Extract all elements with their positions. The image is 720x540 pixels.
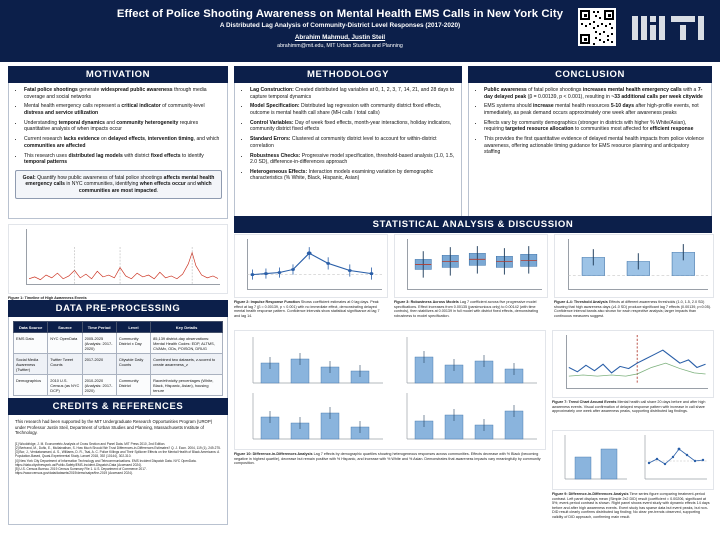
list-item: • Lag Construction: Created distributed lag variables at 0, 1, 2, 3, 7, 14, 21, and 28 days to capture temporal dynamics	[250, 87, 456, 100]
list-item: • Robustness Checks: Progressive model specification, threshold-based analysis (1.0, 1.5, 2.0 SD), difference-in-differences approach	[250, 153, 456, 166]
credits-references-panel	[8, 398, 228, 525]
list-item: • EMS systems should increase mental health resources 5-10 days after high-profile events, not immediately, as peak demand occurs approximately one week after awareness peaks	[484, 103, 706, 116]
motivation-panel	[8, 66, 228, 305]
page-title: Effect of Police Shooting Awareness on Mental Health EMS Calls in New York City	[116, 8, 564, 20]
list-item: • Heterogeneous Effects: Interaction models examining variation by demographic characteristics (% White, Black, Hispanic, Asian)	[250, 169, 456, 182]
reference-item: [5] U.S. Census Bureau. 2019 Census Summary File 1. U.S. Department of Commerce 2017.	[15, 467, 147, 471]
figure-3-caption-body: Lag 7 coefficient across five progressive model specifications. Effect increases from 0.00135 (parsimonious only) to 0.00142 (with time controls), then stabilizes at 0.00139 in full model with district fixed effects, demonstrating robustness to model specification.	[394, 300, 539, 318]
cell-level: Community District	[116, 375, 150, 396]
table-row	[14, 375, 223, 396]
figure-4-caption-title: Figure 4-4: Threshold Analysis	[554, 300, 608, 304]
conclusion-panel	[468, 66, 712, 219]
reference-item: [4] New York City Department of Information Technology and Telecommunications. EMS Incident Dispatch Data. NYC OpenData. https://data.cityofnewyork.us/Public-Safety/EMS-Incident-Dispatch-Data (Accessed 2024).	[15, 458, 197, 467]
credits-heading: CREDITS & REFERENCES	[8, 398, 228, 415]
affiliation: abrahimm@mit.edu, MIT Urban Studies and Planning	[277, 43, 403, 49]
figure-10-caption	[234, 452, 544, 466]
cell-key-details: Combined two datasets, z-scored to create awareness_z	[151, 354, 223, 375]
methodology-panel	[234, 66, 462, 219]
figure-10-caption-title: Figure 10: Difference-in-Differences Analysis	[234, 452, 313, 456]
figure-7-caption	[552, 400, 712, 414]
figure-7-trend-chart-around-events	[552, 330, 714, 398]
motivation-heading: MOTIVATION	[8, 66, 228, 83]
figure-9-caption-title: Figure 9: Difference-in-Differences Analysis	[552, 492, 629, 496]
reference-item: [2] Bertrand, M., Duflo, E., Mullainathan, S. How Much Should We Trust Differences-in-Differences Estimates? Q. J. Econ. 2004, 119 (1), 249-275.	[15, 445, 221, 450]
table-header-row	[14, 322, 223, 333]
list-item: • Standard Errors: Clustered at community district level to account for within-district correlation	[250, 136, 456, 149]
timeline-of-high-awareness-events-figure	[8, 224, 228, 294]
statistical-analysis-heading: STATISTICAL ANALYSIS & DISCUSSION	[234, 216, 712, 233]
reference-item: [1] Wooldridge, J. M. Econometric Analysis of Cross Section and Panel Data. MIT Press 2010, 2nd Edition.	[15, 441, 166, 446]
table-row	[14, 333, 223, 354]
figure-3-robustness-across-models	[394, 234, 548, 298]
figure-10-difference-in-differences-analysis	[234, 330, 546, 450]
conclusion-bullet-list	[475, 87, 706, 156]
list-item: • Understanding temporal dynamics and community heterogeneity requires quantitative analysis of when impacts occur	[24, 120, 222, 133]
data-preprocessing-heading: DATA PRE-PROCESSING	[8, 300, 228, 317]
cell-time-period: 2010-2020 (Analysis: 2017-2020)	[82, 375, 116, 396]
methodology-heading: METHODOLOGY	[234, 66, 462, 83]
goal-callout: Goal: Quantify how public awareness of fatal police shootings affects mental health emergency calls in NYC communities, identifying when effects occur and which communities are most impacted.	[15, 170, 222, 200]
figure-2-impulse-response-function	[234, 234, 388, 298]
cell-level: Community District x Day	[116, 333, 150, 354]
figure-9-caption-body: Time series figure comparing treatment-period contrast. Left panel displays mean (Simple 2x2 DID) result (coefficient = 0.00206, significant at 5%; event-period contrast is shown. Right panel shows event study with dynamic effects 14 days before and after high awareness events. Event study has sparse data but event peaks, but non-DID result clearly confirms distributed lag finding; No clear pre-trends observed, supporting validity of DID approach, confirming main result.	[552, 492, 710, 519]
column-header: Level	[116, 322, 150, 333]
figure-7-caption-body: Mental health call share 20 days before and after high awareness events. Visual confirmation of delayed response pattern with increase in call share approximately one week after awareness peaks, supporting distributed lag findings.	[552, 400, 706, 414]
author-list: Abrahim Mahmud, Justin Steil	[294, 34, 386, 41]
cell-source: Twitter Tweet Counts	[48, 354, 82, 375]
figure-4-caption	[554, 300, 712, 318]
list-item: • Fatal police shootings generate widespread public awareness through media coverage and social networks	[24, 87, 222, 100]
cell-data-source: EMS Data	[14, 333, 48, 354]
cell-data-source: Social Media Awareness (Twitter)	[14, 354, 48, 375]
figure-4-threshold-analysis	[554, 234, 714, 298]
cell-time-period: 2005-2025 (Analysis: 2017-2020)	[82, 333, 116, 354]
cell-level: Citywide Daily Counts	[116, 354, 150, 375]
reference-item: https://www.census.gov/data/datasets/2019/demo/saipe/the-2019 (Accessed 2024).	[15, 471, 133, 476]
list-item: • Mental health emergency calls represent a critical indicator of community-level distress and service utilization	[24, 103, 222, 116]
list-item: • Model Specification: Distributed lag regression with community district fixed effects, outcome is mental health call share (MH calls / total calls)	[250, 103, 456, 116]
data-preprocessing-panel	[8, 300, 228, 401]
list-item: • Public awareness of fatal police shootings increases mental health emergency calls with a 7-day delayed peak (β = 0.00139, p < 0.001), resulting in ~33 additional calls per week citywide	[484, 87, 706, 100]
list-item: • Effects vary by community demographics (stronger in districts with higher % White/Asian), requiring targeted resource allocation to communities most affected for efficient response	[484, 120, 706, 133]
column-header: Key Details	[151, 322, 223, 333]
poster-header	[0, 0, 720, 62]
statistical-analysis-panel	[234, 216, 712, 233]
page-subtitle: A Distributed Lag Analysis of Community-District Level Responses (2017-2020)	[219, 22, 461, 29]
figure-2-caption-body: Shows coefficient estimates at 0 lag days. Peak effect at lag 7 (β = 0.00139, p < 0.001) with no immediate effect, demonstrating delayed mental health response pattern. Confidence intervals show statistical significance at lag 7 and lag 14.	[234, 300, 380, 318]
reference-list	[15, 442, 222, 476]
reference-item: [3] Bor, J., Venkataramani, A. S., Williams, D. R., Tsai, A. C. Police Killings and Their Spillover Effects on the Mental Health of Black Americans: A Population-Based, Quasi-Experimental Study. Lancet 2018, 392 (10144), 302-310.	[15, 450, 220, 459]
list-item: • This research uses distributed lag models with district fixed effects to identify temporal patterns	[24, 153, 222, 166]
data-preprocessing-table	[13, 321, 223, 396]
list-item: • Current research lacks evidence on delayed effects, intervention timing, and which communities are affected	[24, 136, 222, 149]
conclusion-heading: CONCLUSION	[468, 66, 712, 83]
figure-2-caption	[234, 300, 386, 318]
mit-logo	[632, 16, 704, 40]
cell-source: NYC OpenData	[48, 333, 82, 354]
column-header: Time Period	[82, 322, 116, 333]
acknowledgement-text: This research had been supported by the MIT Undergraduate Research Opportunities Program (UROP) under Professor Justin Steil, Department of Urban Studies and Planning, Massachusetts Institute of Technology.	[15, 419, 213, 436]
cell-source: 2010 U.S. Census (as NYC DCP)	[48, 375, 82, 396]
table-row	[14, 354, 223, 375]
figure-3-caption	[394, 300, 546, 318]
figure-4-caption-body: Effects at different awareness thresholds (1.0, 1.5, 2.0 SD) showing that high awareness days (≥1.0 SD) produce significant lag 7 effects (0.00139, p<0.05). Confidence interval bands also shown for each respective analysis; larger impacts than continuous measures suggest.	[554, 300, 712, 318]
figure-9-difference-in-differences-analysis	[552, 430, 714, 490]
figure-1-caption-title: Figure 1: Timeline of High Awareness Events	[8, 296, 87, 300]
figure-2-caption-title: Figure 2: Impulse Response Function	[234, 300, 300, 304]
cell-data-source: Demographics	[14, 375, 48, 396]
qr-code-icon	[578, 8, 616, 46]
motivation-bullet-list	[15, 87, 222, 166]
methodology-bullet-list	[241, 87, 456, 182]
figure-3-caption-title: Figure 3: Robustness Across Models	[394, 300, 459, 304]
cell-time-period: 2017-2020	[82, 354, 116, 375]
figure-9-caption	[552, 492, 712, 520]
list-item: • This provides the first quantitative evidence of delayed mental health impacts from police violence awareness, offering actionable timing guidance for EMS resource planning and anticipatory staffing	[484, 136, 706, 156]
column-header: Data Source	[14, 322, 48, 333]
list-item: • Control Variables: Day of week fixed effects, month-year interactions, holiday indicators, community district fixed effects	[250, 120, 456, 133]
cell-key-details: Race/ethnicity percentages (White, Black, Hispanic, Asian), housing tenure	[151, 375, 223, 396]
figure-10-caption-body: Lag 7 effects by demographic quartiles showing heterogeneous responses across communities. Effects decrease with % Black (becoming negative in highest quartile), decrease but remain positive with % Hispanic, and increase with % White and % Asian. Demonstrates that awareness impacts vary meaningfully by community composition.	[234, 452, 541, 466]
cell-key-details: 85,139 district-day observations: Mental Health Codes: EDP, ALTMS, CVAMx, ODs, POISON, DRUG	[151, 333, 223, 354]
figure-7-caption-title: Figure 7: Trend Chart Around Events	[552, 400, 617, 404]
column-header: Source	[48, 322, 82, 333]
